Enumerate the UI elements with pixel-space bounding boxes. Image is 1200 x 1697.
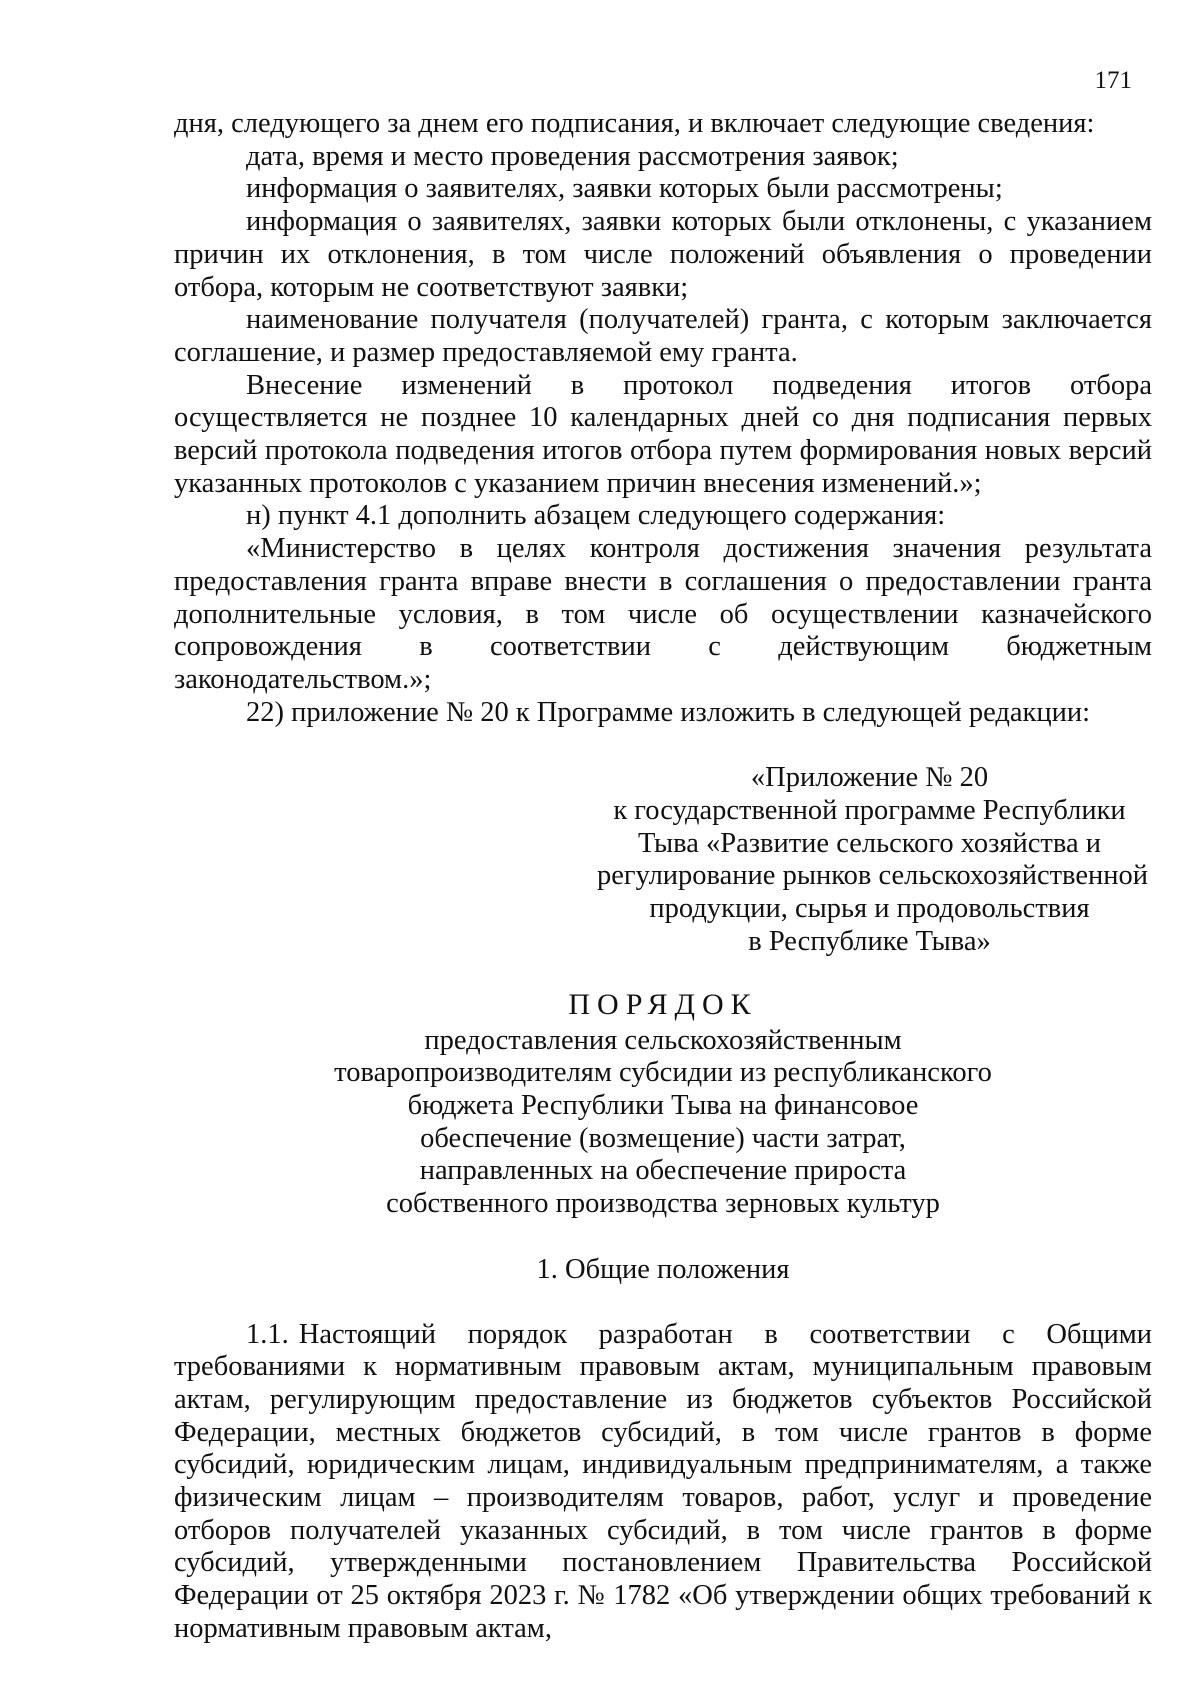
document-subtitle [174, 1025, 1152, 1221]
clause-paragraph [174, 1319, 1152, 1646]
appendix-line: к государственной программе Республики [613, 795, 1126, 827]
subtitle-line: предоставления сельскохозяйственным [424, 1024, 902, 1056]
paragraph: н) пункт 4.1 дополнить абзацем следующего содержания: [246, 500, 946, 532]
subtitle-line: направленных на обеспечение прироста [419, 1155, 907, 1187]
subtitle-line: бюджета Республики Тыва на финансовое [407, 1089, 919, 1121]
document-body [174, 108, 1152, 1646]
paragraph-group [174, 108, 1152, 729]
clause-text: Настоящий порядок разработан в соответствии с Общими требованиями к нормативным правовым актам, муниципальным правовым актам, регулирующим предоставление из бюджетов субъектов Российской Федерации, местных бюджетов субсидий, в том числе грантов в форме субсидий, юридическим лицам, индивидуальным предпринимателям, а также физическим лицам – производителям товаров, работ, услуг и проведение отборов получателей указанных субсидий, в том числе грантов в форме субсидий, утвержденными постановлением Правительства Российской Федерации от 25 октября 2023 г. № 1782 «Об утверждении общих требований к нормативным правовым актам, [174, 1318, 1152, 1644]
section-heading: 1. Общие положения [536, 1253, 790, 1285]
paragraph: информация о заявителях, заявки которых были отклонены, с указанием причин их отклонения, в том числе положений объявления о проведении отбора, которым не соответствуют заявки; [174, 206, 1152, 303]
document-title: ПОРЯДОК [568, 987, 758, 1021]
appendix-line: регулирование рынков сельскохозяйственной [597, 860, 1148, 892]
paragraph: наименование получателя (получателей) гранта, с которым заключается соглашение, и размер предоставляемой ему гранта. [174, 304, 1152, 368]
appendix-line: продукции, сырья и продовольствия [649, 893, 1090, 925]
subtitle-line: собственного производства зерновых культур [386, 1188, 940, 1220]
appendix-line: Тыва «Развитие сельского хозяйства и [638, 827, 1101, 859]
subtitle-line: обеспечение (возмещение) части затрат, [420, 1122, 906, 1154]
document-title-block [174, 987, 1152, 1221]
page-number: 171 [1094, 67, 1132, 94]
appendix-reference [597, 762, 1148, 958]
paragraph: 22) приложение № 20 к Программе изложить в следующей редакции: [246, 696, 1091, 728]
paragraph: дня, следующего за днем его подписания, и включает следующие сведения: [174, 108, 1095, 139]
paragraph: информация о заявителях, заявки которых были рассмотрены; [246, 173, 1003, 205]
paragraph: Внесение изменений в протокол подведения итогов отбора осуществляется не позднее 10 календарных дней со дня подписания первых версий протокола подведения итогов отбора путем формирования новых версий указанных протоколов с указанием причин внесения изменений.»; [174, 369, 1152, 499]
clause-number: 1.1. [246, 1318, 289, 1350]
appendix-line: в Республике Тыва» [748, 925, 991, 957]
paragraph: «Министерство в целях контроля достижения значения результата предоставления гранта вправе внести в соглашения о предоставлении гранта дополнительные условия, в том числе об осуществлении казначейского сопровождения в соответствии с действующим бюджетным законодательством.»; [174, 533, 1152, 695]
paragraph: дата, время и место проведения рассмотрения заявок; [246, 140, 899, 172]
subtitle-line: товаропроизводителям субсидии из республиканского [334, 1057, 992, 1089]
appendix-line: «Приложение № 20 [750, 762, 989, 794]
